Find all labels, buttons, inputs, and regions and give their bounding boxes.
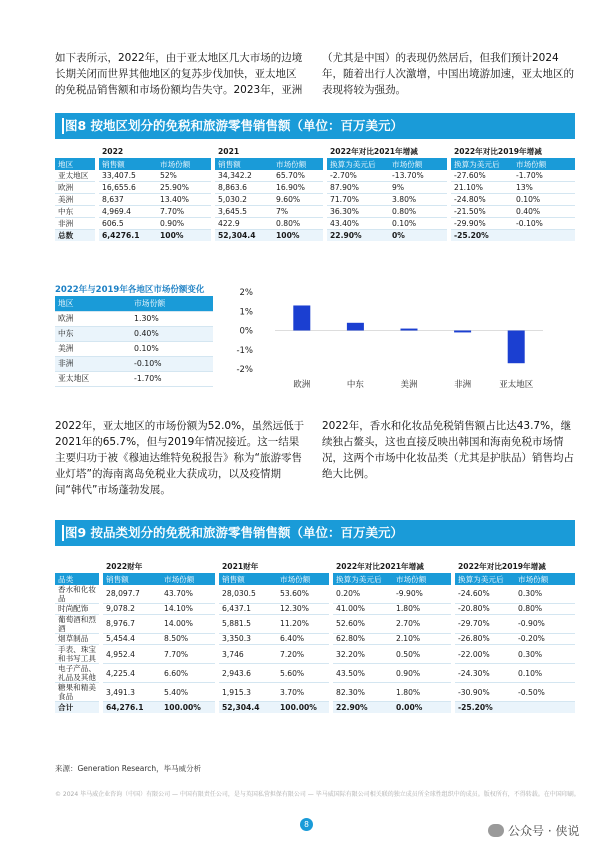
group-header-cell: 2022年对比2019年增减 xyxy=(453,561,575,573)
region-cell: 美洲 xyxy=(55,341,131,356)
x-tick-label: 亚太地区 xyxy=(499,380,534,390)
table-row xyxy=(55,614,575,633)
page-number: 8 xyxy=(300,818,313,831)
table-cell: -0.20% xyxy=(515,633,575,644)
y-tick-label: -1% xyxy=(236,345,253,356)
table-cell: 9% xyxy=(389,181,449,193)
column-header-cell: 销售额 xyxy=(101,573,161,585)
table-cell: -29.90% xyxy=(449,217,513,229)
table-cell: 422.9 xyxy=(213,217,273,229)
table-cell: 71.70% xyxy=(325,193,389,205)
total-cell: 22.90% xyxy=(331,702,393,714)
table-cell: 2,943.6 xyxy=(217,664,277,683)
figure-8-table xyxy=(55,146,575,241)
banner-accent-bar xyxy=(62,118,64,134)
table-cell: 32.20% xyxy=(331,645,393,664)
table-cell: 3.70% xyxy=(277,683,331,702)
table-cell: 4,969.4 xyxy=(97,205,157,217)
total-cell: 100.00% xyxy=(277,702,331,714)
table-row xyxy=(55,585,575,604)
share-cell: 0.10% xyxy=(131,341,213,356)
table-cell: 87.90% xyxy=(325,181,389,193)
total-cell: 0.00% xyxy=(393,702,453,714)
share-cell: -0.10% xyxy=(131,356,213,371)
share-cell: 1.30% xyxy=(131,311,213,326)
share-cell: -1.70% xyxy=(131,371,213,386)
table-cell: 0.80% xyxy=(389,205,449,217)
table-column-header xyxy=(55,573,575,585)
source-note: 来源：Generation Research，毕马威分析 xyxy=(55,764,202,773)
bar xyxy=(347,323,364,331)
table-cell: 0.80% xyxy=(515,603,575,614)
table-cell: 7.70% xyxy=(157,205,213,217)
group-cell-blank xyxy=(55,561,101,573)
table-cell: 16,655.6 xyxy=(97,181,157,193)
row-label-cell: 亚太地区 xyxy=(55,170,97,182)
figure-9-table xyxy=(55,561,575,713)
table-cell: 1,915.3 xyxy=(217,683,277,702)
column-header-cell: 换算为美元后 xyxy=(449,158,513,170)
row-label-cell: 时尚配饰 xyxy=(55,603,101,614)
y-tick-label: 0% xyxy=(239,326,253,337)
table-row xyxy=(55,205,575,217)
region-cell: 欧洲 xyxy=(55,311,131,326)
column-header-cell: 销售额 xyxy=(213,158,273,170)
table-cell: 16.90% xyxy=(273,181,325,193)
group-header-cell: 2022年对比2021年增减 xyxy=(325,146,449,158)
table-cell: -21.50% xyxy=(449,205,513,217)
table-cell: 52% xyxy=(157,170,213,182)
chat-icon xyxy=(488,824,504,837)
bar xyxy=(454,331,471,333)
table-cell: -0.10% xyxy=(513,217,575,229)
table-cell: 41.00% xyxy=(331,603,393,614)
table-cell: -1.70% xyxy=(513,170,575,182)
column-header-cell: 市场份额 xyxy=(389,158,449,170)
mini-table-header xyxy=(55,296,213,311)
group-header-cell: 2022 xyxy=(97,146,213,158)
table-cell: 0.30% xyxy=(515,645,575,664)
table-cell: 11.20% xyxy=(277,614,331,633)
table-cell: 14.10% xyxy=(161,603,217,614)
total-cell: -25.20% xyxy=(453,702,515,714)
x-tick-label: 非洲 xyxy=(454,380,472,390)
row-label-cell: 葡萄酒和烈酒 xyxy=(55,614,101,633)
intro-right-paragraph: （尤其是中国）的表现仍然居后，但我们预计2024年，随着出行人次激增，中国出境游加速，亚太地区的表现将较为强劲。 xyxy=(322,52,574,96)
table-cell: -2.70% xyxy=(325,170,389,182)
table-row xyxy=(55,664,575,683)
x-tick-label: 欧洲 xyxy=(293,380,311,390)
table-cell: -27.60% xyxy=(449,170,513,182)
table-cell: 28,097.7 xyxy=(101,585,161,604)
table-cell: 28,030.5 xyxy=(217,585,277,604)
column-header-cell: 市场份额 xyxy=(161,573,217,585)
table-cell: 3,350.3 xyxy=(217,633,277,644)
column-header-cell: 市场份额 xyxy=(277,573,331,585)
table-cell: 21.10% xyxy=(449,181,513,193)
table-row xyxy=(55,170,575,182)
x-tick-label: 中东 xyxy=(346,380,364,390)
row-label-cell: 欧洲 xyxy=(55,181,97,193)
group-cell-blank xyxy=(55,146,97,158)
table-cell: -9.90% xyxy=(393,585,453,604)
table-row xyxy=(55,193,575,205)
column-header-cell: 市场份额 xyxy=(515,573,575,585)
table-cell: 0.10% xyxy=(389,217,449,229)
table-total-row xyxy=(55,702,575,714)
y-tick-label: 1% xyxy=(239,307,253,318)
column-header-cell: 销售额 xyxy=(97,158,157,170)
table-column-header xyxy=(55,158,575,170)
table-cell: -29.70% xyxy=(453,614,515,633)
region-share-change-title: 2022年与2019年各地区市场份额变化 xyxy=(55,285,205,295)
table-cell: 7.70% xyxy=(161,645,217,664)
table-cell: -24.30% xyxy=(453,664,515,683)
legal-notice: © 2024 毕马威企业咨询（中国）有限公司 — 中国有限责任公司，是与英国私营担保有限公司 — 毕马威国际有限公司相关联的独立成员所全球性组织中的成员。版权所有，不得转载。在中国印刷。 xyxy=(55,791,580,798)
table-cell: 13% xyxy=(513,181,575,193)
row-label-cell: 烟草制品 xyxy=(55,633,101,644)
table-cell: 34,342.2 xyxy=(213,170,273,182)
region-cell: 亚太地区 xyxy=(55,371,131,386)
total-label-cell: 合计 xyxy=(55,702,101,714)
x-tick-label: 美洲 xyxy=(400,380,418,390)
table-cell: 65.70% xyxy=(273,170,325,182)
table-cell: 0.80% xyxy=(273,217,325,229)
table-row xyxy=(55,217,575,229)
table-cell: 33,407.5 xyxy=(97,170,157,182)
mini-table-row xyxy=(55,356,213,371)
table-cell: 3.80% xyxy=(389,193,449,205)
table-cell: 62.80% xyxy=(331,633,393,644)
column-header-cell: 地区 xyxy=(55,296,131,311)
group-header-cell: 2022年对比2021年增减 xyxy=(331,561,453,573)
total-label-cell: 总数 xyxy=(55,229,97,241)
table-cell: 606.5 xyxy=(97,217,157,229)
region-cell: 非洲 xyxy=(55,356,131,371)
table-cell: 0.10% xyxy=(513,193,575,205)
intro-left-paragraph: 如下表所示，2022年，由于亚太地区几大市场的边境长期关闭而世界其他地区的复苏步伐加快，亚太地区的免税品销售额和市场份额均告失守。2023年，亚洲 xyxy=(55,52,303,96)
table-cell: 8,863.6 xyxy=(213,181,273,193)
group-header-cell: 2021财年 xyxy=(217,561,331,573)
figure-9-title-banner xyxy=(55,520,575,546)
row-label-cell: 电子产品、礼品及其他 xyxy=(55,664,101,683)
table-row xyxy=(55,633,575,644)
mid-left-paragraph: 2022年，亚太地区的市场份额为52.0%，虽然远低于2021年的65.7%，但与2019年情况接近。这一结果主要归功于被《穆迪达维特免税报告》称为“旅游零售业灯塔”的海南离岛免税业大获成功，以及疫情期间“韩代”市场蓬勃发展。 xyxy=(55,420,305,496)
column-header-cell: 市场份额 xyxy=(393,573,453,585)
table-cell: 82.30% xyxy=(331,683,393,702)
table-cell: 9.60% xyxy=(273,193,325,205)
y-tick-label: -2% xyxy=(236,365,253,375)
banner-accent-bar xyxy=(62,525,64,541)
row-label-cell: 香水和化妆品 xyxy=(55,585,101,604)
column-header-cell: 地区 xyxy=(55,158,97,170)
table-cell: -30.90% xyxy=(453,683,515,702)
table-cell: -20.80% xyxy=(453,603,515,614)
bar xyxy=(401,329,418,331)
table-cell: 2.70% xyxy=(393,614,453,633)
table-cell: 9,078.2 xyxy=(101,603,161,614)
table-cell: 4,952.4 xyxy=(101,645,161,664)
table-cell: 13.40% xyxy=(157,193,213,205)
column-header-cell: 市场份额 xyxy=(513,158,575,170)
table-cell: -24.80% xyxy=(449,193,513,205)
table-cell: 6.40% xyxy=(277,633,331,644)
figure-8-title: 图8 按地区划分的免税和旅游零售销售额（单位：百万美元） xyxy=(65,118,404,133)
table-cell: 8.50% xyxy=(161,633,217,644)
total-cell: 52,304.4 xyxy=(213,229,273,241)
table-cell: 53.60% xyxy=(277,585,331,604)
table-cell: -13.70% xyxy=(389,170,449,182)
column-header-cell: 品类 xyxy=(55,573,101,585)
table-cell: 0.40% xyxy=(513,205,575,217)
total-cell: 0% xyxy=(389,229,449,241)
table-cell: -22.00% xyxy=(453,645,515,664)
table-total-row xyxy=(55,229,575,241)
column-header-cell: 换算为美元后 xyxy=(453,573,515,585)
total-cell xyxy=(513,229,575,241)
column-header-cell: 销售额 xyxy=(217,573,277,585)
table-cell: 43.40% xyxy=(325,217,389,229)
share-cell: 0.40% xyxy=(131,326,213,341)
row-label-cell: 糖果和精美食品 xyxy=(55,683,101,702)
y-tick-label: 2% xyxy=(239,288,253,298)
group-header-cell: 2022财年 xyxy=(101,561,217,573)
region-share-change-table xyxy=(55,296,213,387)
table-cell: 8,637 xyxy=(97,193,157,205)
table-group-header xyxy=(55,561,575,573)
total-cell xyxy=(515,702,575,714)
total-cell: 64,276.1 xyxy=(101,702,161,714)
total-cell: 100.00% xyxy=(161,702,217,714)
table-cell: 5.60% xyxy=(277,664,331,683)
watermark-text: 公众号 · 侠说 xyxy=(508,824,580,838)
table-cell: 0.90% xyxy=(157,217,213,229)
total-cell: 100% xyxy=(273,229,325,241)
table-cell: 8,976.7 xyxy=(101,614,161,633)
table-cell: 2.10% xyxy=(393,633,453,644)
table-cell: -0.50% xyxy=(515,683,575,702)
total-cell: -25.20% xyxy=(449,229,513,241)
total-cell: 52,304.4 xyxy=(217,702,277,714)
table-cell: -26.80% xyxy=(453,633,515,644)
column-header-cell: 换算为美元后 xyxy=(331,573,393,585)
table-row xyxy=(55,603,575,614)
table-cell: 25.90% xyxy=(157,181,213,193)
mini-table-row xyxy=(55,371,213,386)
table-cell: 6,437.1 xyxy=(217,603,277,614)
row-label-cell: 非洲 xyxy=(55,217,97,229)
total-cell: 100% xyxy=(157,229,213,241)
table-cell: 7% xyxy=(273,205,325,217)
region-share-change-chart xyxy=(225,283,545,398)
table-cell: 5.40% xyxy=(161,683,217,702)
row-label-cell: 美洲 xyxy=(55,193,97,205)
column-header-cell: 市场份额 xyxy=(131,296,213,311)
table-cell: 5,881.5 xyxy=(217,614,277,633)
column-header-cell: 市场份额 xyxy=(273,158,325,170)
table-cell: 6.60% xyxy=(161,664,217,683)
table-group-header xyxy=(55,146,575,158)
mini-table-row xyxy=(55,326,213,341)
table-cell: 43.50% xyxy=(331,664,393,683)
mid-right-paragraph: 2022年，香水和化妆品免税销售额占比达43.7%，继续独占鳌头，这也直接反映出韩国和海南免税市场情况，这两个市场中化妆品类（尤其是护肤品）销售均占绝大比例。 xyxy=(322,420,574,480)
mini-table-row xyxy=(55,341,213,356)
table-cell: 0.10% xyxy=(515,664,575,683)
table-cell: 0.50% xyxy=(393,645,453,664)
column-header-cell: 换算为美元后 xyxy=(325,158,389,170)
table-row xyxy=(55,683,575,702)
figure-8-title-banner xyxy=(55,113,575,139)
table-cell: 0.90% xyxy=(393,664,453,683)
table-cell: 14.00% xyxy=(161,614,217,633)
table-cell: 43.70% xyxy=(161,585,217,604)
figure-9-title: 图9 按品类划分的免税和旅游零售销售额（单位：百万美元） xyxy=(65,525,404,540)
row-label-cell: 中东 xyxy=(55,205,97,217)
mini-table-row xyxy=(55,311,213,326)
table-cell: 5,030.2 xyxy=(213,193,273,205)
table-cell: -24.60% xyxy=(453,585,515,604)
table-row xyxy=(55,645,575,664)
table-cell: 3,746 xyxy=(217,645,277,664)
table-cell: 7.20% xyxy=(277,645,331,664)
table-cell: 5,454.4 xyxy=(101,633,161,644)
table-cell: -0.90% xyxy=(515,614,575,633)
table-cell: 52.60% xyxy=(331,614,393,633)
table-cell: 0.30% xyxy=(515,585,575,604)
table-cell: 3,491.3 xyxy=(101,683,161,702)
watermark xyxy=(488,822,579,839)
group-header-cell: 2021 xyxy=(213,146,325,158)
bar xyxy=(508,331,525,364)
column-header-cell: 市场份额 xyxy=(157,158,213,170)
table-row xyxy=(55,181,575,193)
table-cell: 4,225.4 xyxy=(101,664,161,683)
total-cell: 22.90% xyxy=(325,229,389,241)
table-cell: 36.30% xyxy=(325,205,389,217)
bar xyxy=(293,305,310,330)
table-cell: 1.80% xyxy=(393,603,453,614)
table-cell: 0.20% xyxy=(331,585,393,604)
table-cell: 12.30% xyxy=(277,603,331,614)
group-header-cell: 2022年对比2019年增减 xyxy=(449,146,575,158)
row-label-cell: 手表、珠宝和书写工具 xyxy=(55,645,101,664)
table-cell: 3,645.5 xyxy=(213,205,273,217)
total-cell: 6,4276.1 xyxy=(97,229,157,241)
table-cell: 1.80% xyxy=(393,683,453,702)
region-cell: 中东 xyxy=(55,326,131,341)
